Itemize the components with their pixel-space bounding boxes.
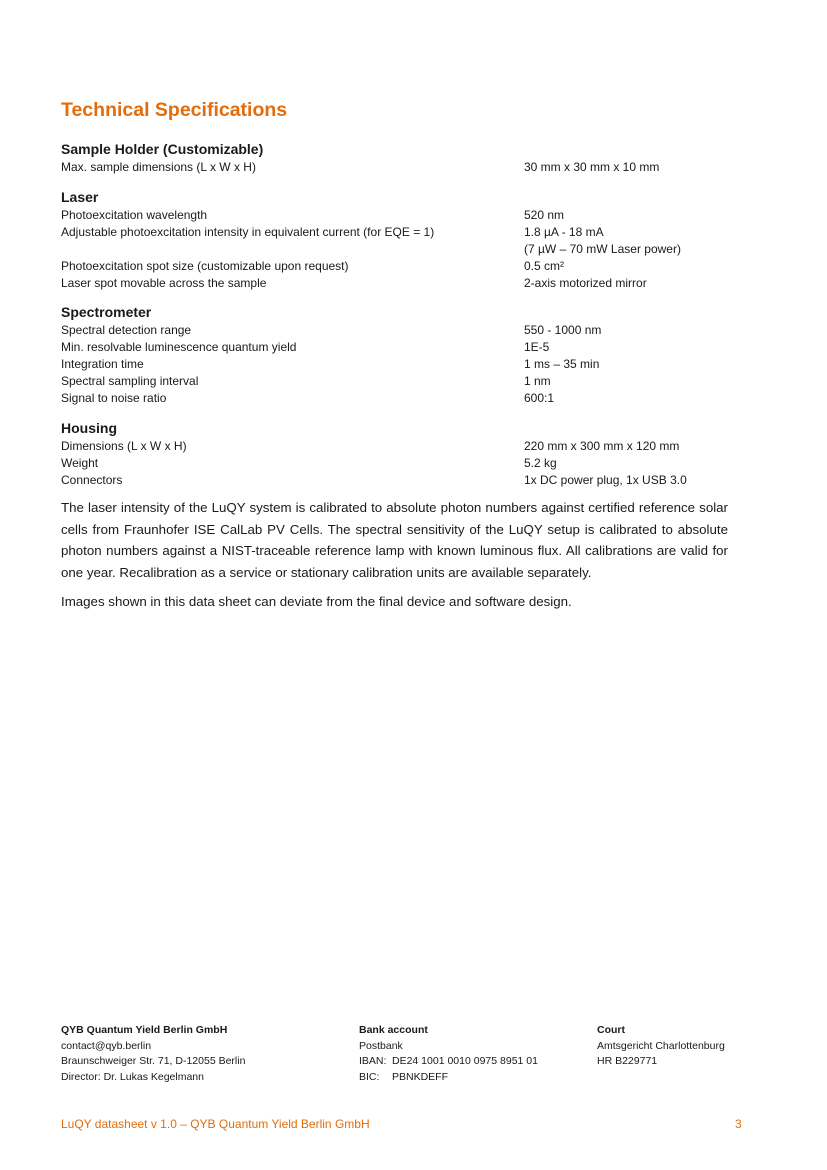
section-title: Housing	[61, 420, 117, 436]
spec-row	[61, 159, 741, 176]
footer-bank	[359, 1023, 538, 1085]
spec-value: 600:1	[524, 391, 555, 405]
page-footer-text: LuQY datasheet v 1.0 – QYB Quantum Yield Berlin GmbH	[61, 1117, 370, 1131]
spec-label: Integration time	[61, 357, 144, 371]
page-number: 3	[735, 1117, 742, 1131]
section-sample-holder	[61, 140, 741, 176]
section-laser	[61, 188, 741, 292]
spec-row	[61, 472, 741, 489]
spec-row	[61, 438, 741, 455]
spec-value: 1.8 µA - 18 mA (7 µW – 70 mW Laser power)	[524, 225, 681, 256]
spec-row	[61, 275, 741, 292]
page-title: Technical Specifications	[61, 99, 288, 121]
spec-row	[61, 322, 741, 339]
spec-label: Spectral detection range	[61, 323, 192, 337]
footer-email: contact@qyb.berlin	[61, 1039, 152, 1052]
section-title: Laser	[61, 189, 99, 205]
spec-value: 1 nm	[524, 374, 551, 388]
spec-row	[61, 339, 741, 356]
spec-label: Connectors	[61, 473, 123, 487]
section-title: Spectrometer	[61, 304, 152, 320]
disclaimer-paragraph: Images shown in this data sheet can deviate from the final device and software design.	[61, 594, 572, 609]
spec-label: Spectral sampling interval	[61, 374, 199, 388]
spec-label: Photoexcitation wavelength	[61, 208, 208, 222]
spec-row	[61, 207, 741, 224]
spec-value: 2-axis motorized mirror	[524, 276, 647, 290]
section-title: Sample Holder (Customizable)	[61, 141, 264, 157]
spec-row	[61, 224, 741, 258]
spec-value: 550 - 1000 nm	[524, 323, 602, 337]
footer-court-name: Amtsgericht Charlottenburg	[597, 1039, 725, 1052]
spec-value: 0.5 cm²	[524, 259, 565, 273]
section-housing	[61, 419, 741, 489]
spec-row	[61, 390, 741, 407]
footer-court	[597, 1023, 725, 1070]
spec-label: Signal to noise ratio	[61, 391, 167, 405]
spec-row	[61, 356, 741, 373]
bic-key: BIC:	[359, 1070, 380, 1083]
footer-bic	[359, 1070, 538, 1086]
spec-value: 30 mm x 30 mm x 10 mm	[524, 160, 660, 174]
footer-iban	[359, 1054, 538, 1070]
spec-label: Laser spot movable across the sample	[61, 276, 267, 290]
spec-label: Min. resolvable luminescence quantum yield	[61, 340, 297, 354]
spec-value: 1x DC power plug, 1x USB 3.0	[524, 473, 687, 487]
spec-label: Adjustable photoexcitation intensity in equivalent current (for EQE = 1)	[61, 225, 435, 239]
spec-row	[61, 455, 741, 472]
footer-company	[61, 1023, 245, 1085]
spec-value: 520 nm	[524, 208, 565, 222]
spec-value: 5.2 kg	[524, 456, 557, 470]
iban-value: DE24 1001 0010 0975 8951 01	[392, 1055, 538, 1067]
footer-address: Braunschweiger Str. 71, D-12055 Berlin	[61, 1055, 246, 1067]
footer-company-name: QYB Quantum Yield Berlin GmbH	[61, 1024, 228, 1036]
spec-label: Max. sample dimensions (L x W x H)	[61, 160, 256, 174]
spec-label: Photoexcitation spot size (customizable upon request)	[61, 259, 349, 273]
footer-court-head: Court	[597, 1024, 625, 1036]
footer-court-hr: HR B229771	[597, 1055, 658, 1067]
spec-row	[61, 258, 741, 275]
spec-value: 220 mm x 300 mm x 120 mm	[524, 439, 680, 453]
footer-bank-name: Postbank	[359, 1039, 403, 1052]
spec-row	[61, 373, 741, 390]
iban-key: IBAN:	[359, 1055, 387, 1067]
bic-value: PBNKDEFF	[392, 1070, 449, 1083]
section-spectrometer	[61, 303, 741, 407]
spec-value: 1 ms – 35 min	[524, 357, 600, 371]
footer-bank-head: Bank account	[359, 1024, 428, 1036]
spec-label: Dimensions (L x W x H)	[61, 439, 187, 453]
footer-director: Director: Dr. Lukas Kegelmann	[61, 1070, 204, 1083]
spec-value: 1E-5	[524, 340, 550, 354]
spec-label: Weight	[61, 456, 99, 470]
calibration-paragraph: The laser intensity of the LuQY system is calibrated to absolute photon numbers against certified reference solar cells from Fraunhofer ISE CalLab PV Cells. The spectral sensitivity of the LuQY setup is calibrated to absolute photon numbers against a NIST-traceable reference lamp with known luminous flux. All calibrations are valid for one year. Recalibration as a service or stationary calibration units are available separately.	[61, 500, 728, 580]
